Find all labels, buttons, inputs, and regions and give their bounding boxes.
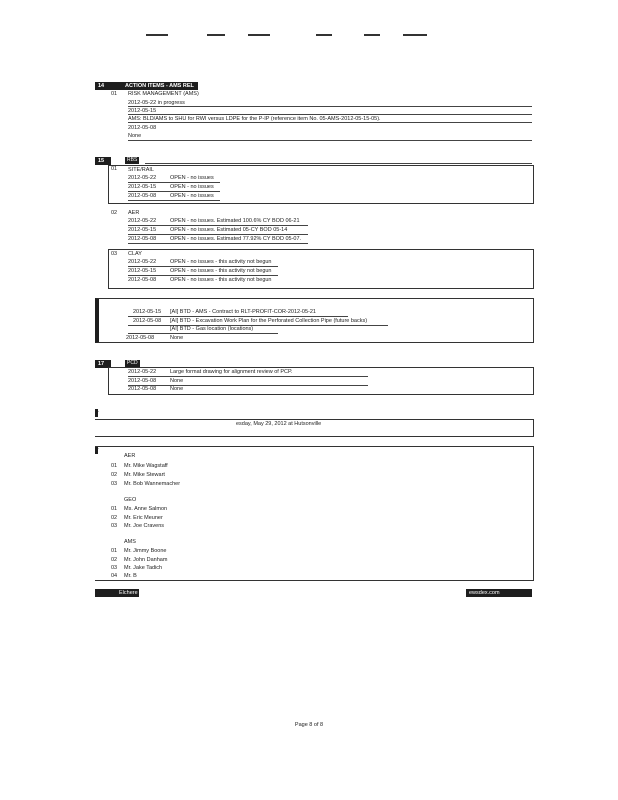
page-number: Page 8 of 8 xyxy=(294,722,324,728)
section-18-header xyxy=(95,409,98,417)
row-text: None xyxy=(170,335,184,341)
footer-left-text: Elchere xyxy=(119,590,138,596)
row-date: 2012-05-08 xyxy=(133,318,162,324)
row-text: OPEN - no issues - this activity not begun xyxy=(170,277,272,283)
row-text: [AI] BTD - Excavation Work Plan for the Perforated Collection Pipe (future backs) xyxy=(170,318,368,324)
status-line: 2012-05-22 in progress xyxy=(128,100,185,106)
item-code: 01 xyxy=(111,91,118,97)
row-underline xyxy=(128,243,308,244)
row-underline xyxy=(128,225,308,226)
group-name: CLAY xyxy=(128,251,142,257)
group-code: 01 xyxy=(111,166,118,172)
attendee-code: 01 xyxy=(111,506,118,512)
attendee-group: AMS xyxy=(124,539,136,545)
status-line: None xyxy=(128,133,142,139)
section-number: 17 xyxy=(98,361,105,367)
attendee-name: Mr. Jimmy Boone xyxy=(124,548,167,554)
section-number: 16 xyxy=(95,301,97,302)
row-underline xyxy=(128,266,278,267)
row-text: Large format drawing for alignment review of PCP. xyxy=(170,369,293,375)
attendee-name: Mr. John Danham xyxy=(124,557,168,563)
section-15-header xyxy=(95,157,111,165)
row-text: OPEN - no issues xyxy=(170,175,214,181)
row-date: 2012-05-08 xyxy=(128,236,157,242)
header-mark xyxy=(364,34,380,36)
row-underline xyxy=(128,122,532,123)
row-underline xyxy=(128,333,278,334)
attendee-name: Mr. Joe Cravens xyxy=(124,523,165,529)
section-number: 15 xyxy=(98,158,105,164)
status-line: AMS: BLD/AMS to SHU for RWI versus LDPE for the P-IP (reference item No. 05-AMS-2012-05-15-05). xyxy=(128,116,381,122)
row-underline xyxy=(128,275,278,276)
row-text: None xyxy=(170,378,184,384)
section-tag: PCD xyxy=(127,360,138,366)
header-mark xyxy=(403,34,427,36)
row-underline xyxy=(128,140,532,141)
row-date: 2012-05-15 xyxy=(128,227,157,233)
attendee-name: Mr. Mike Stewart xyxy=(124,472,165,478)
row-underline xyxy=(128,200,220,201)
status-line: 2012-05-08 xyxy=(128,125,157,131)
row-date: 2012-05-08 xyxy=(128,193,157,199)
attendee-code: 01 xyxy=(111,463,118,469)
row-text: OPEN - no issues. Estimated 05-CY BOD 05-14 xyxy=(170,227,288,233)
footer-left-bar xyxy=(95,589,139,597)
row-underline xyxy=(128,114,532,115)
row-date: 2012-05-08 xyxy=(128,277,157,283)
row-text: OPEN - no issues xyxy=(170,184,214,190)
row-underline xyxy=(128,234,308,235)
row-underline xyxy=(128,182,220,183)
attendee-name: Mr. Eric Meuner xyxy=(124,515,163,521)
row-date: 2012-05-15 xyxy=(128,268,157,274)
row-text: OPEN - no issues - this activity not begun xyxy=(170,259,272,265)
row-text: [AI] BTD - AMS - Contract to RLT-PROFIT-COR-2012-05-21 xyxy=(170,309,316,315)
row-text: OPEN - no issues xyxy=(170,193,214,199)
attendee-code: 02 xyxy=(111,515,118,521)
row-underline xyxy=(128,106,532,107)
attendee-name: Ms. Anne Salmon xyxy=(124,506,168,512)
row-underline xyxy=(128,325,388,326)
attendee-name: Mr. Bob Wannemacher xyxy=(124,481,181,487)
row-underline xyxy=(128,376,368,377)
attendee-name: Mr. B xyxy=(124,573,137,579)
attendee-code: 04 xyxy=(111,573,118,579)
attendee-code: 02 xyxy=(111,557,118,563)
meeting-info: esday, May 29, 2012 at Hutsonville xyxy=(236,421,322,427)
row-text: [AI] BTD - Gas location (locations) xyxy=(170,326,254,332)
attendee-group: AER xyxy=(124,453,136,459)
row-date: 2012-05-22 xyxy=(128,175,157,181)
header-mark xyxy=(146,34,168,36)
section-number: 19 xyxy=(98,449,100,450)
row-text: OPEN - no issues - this activity not begun xyxy=(170,268,272,274)
attendee-name: Mr. Jake Tadich xyxy=(124,565,163,571)
header-mark xyxy=(207,34,225,36)
row-underline xyxy=(128,191,220,192)
row-date: 2012-05-08 xyxy=(128,386,157,392)
section-14-header xyxy=(95,82,198,90)
row-date: 2012-05-08 xyxy=(128,378,157,384)
row-text: None xyxy=(170,386,184,392)
footer-right-bar xyxy=(466,589,532,597)
attendee-code: 03 xyxy=(111,481,118,487)
row-date: 2012-05-08 xyxy=(126,335,155,341)
group-code: 03 xyxy=(111,251,118,257)
header-mark xyxy=(316,34,332,36)
row-text: OPEN - no issues. Estimated 77.92% CY BOD 05-07. xyxy=(170,236,302,242)
status-line: 2012-05-15 xyxy=(128,108,157,114)
section-title: ACTION ITEMS - AMS REL xyxy=(125,83,194,89)
footer-right-text: ewsdex.com xyxy=(469,590,500,596)
attendee-code: 01 xyxy=(111,548,118,554)
row-date: 2012-05-22 xyxy=(128,369,157,375)
group-name: AER xyxy=(128,210,140,216)
row-date: 2012-05-22 xyxy=(128,218,157,224)
attendee-group: GEO xyxy=(124,497,137,503)
header-mark xyxy=(248,34,270,36)
row-underline xyxy=(128,385,368,386)
group-name: SITE/RAIL xyxy=(128,167,154,173)
item-subtitle: RISK MANAGEMENT (AMS) xyxy=(128,91,199,97)
group-code: 02 xyxy=(111,210,118,216)
row-date: 2012-05-15 xyxy=(128,184,157,190)
attendee-code: 03 xyxy=(111,565,118,571)
section-rule xyxy=(145,163,532,164)
attendee-name: Mr. Mike Wagstaff xyxy=(124,463,168,469)
row-date: 2012-05-15 xyxy=(133,309,162,315)
row-text: OPEN - no issues. Estimated 100.6% CY BOD 06-21 xyxy=(170,218,300,224)
attendee-code: 03 xyxy=(111,523,118,529)
section-number: 18 xyxy=(98,412,100,413)
row-underline xyxy=(128,316,348,317)
section-number: 14 xyxy=(98,83,105,89)
attendee-code: 02 xyxy=(111,472,118,478)
row-date: 2012-05-22 xyxy=(128,259,157,265)
section-tag: RBS xyxy=(127,157,138,163)
